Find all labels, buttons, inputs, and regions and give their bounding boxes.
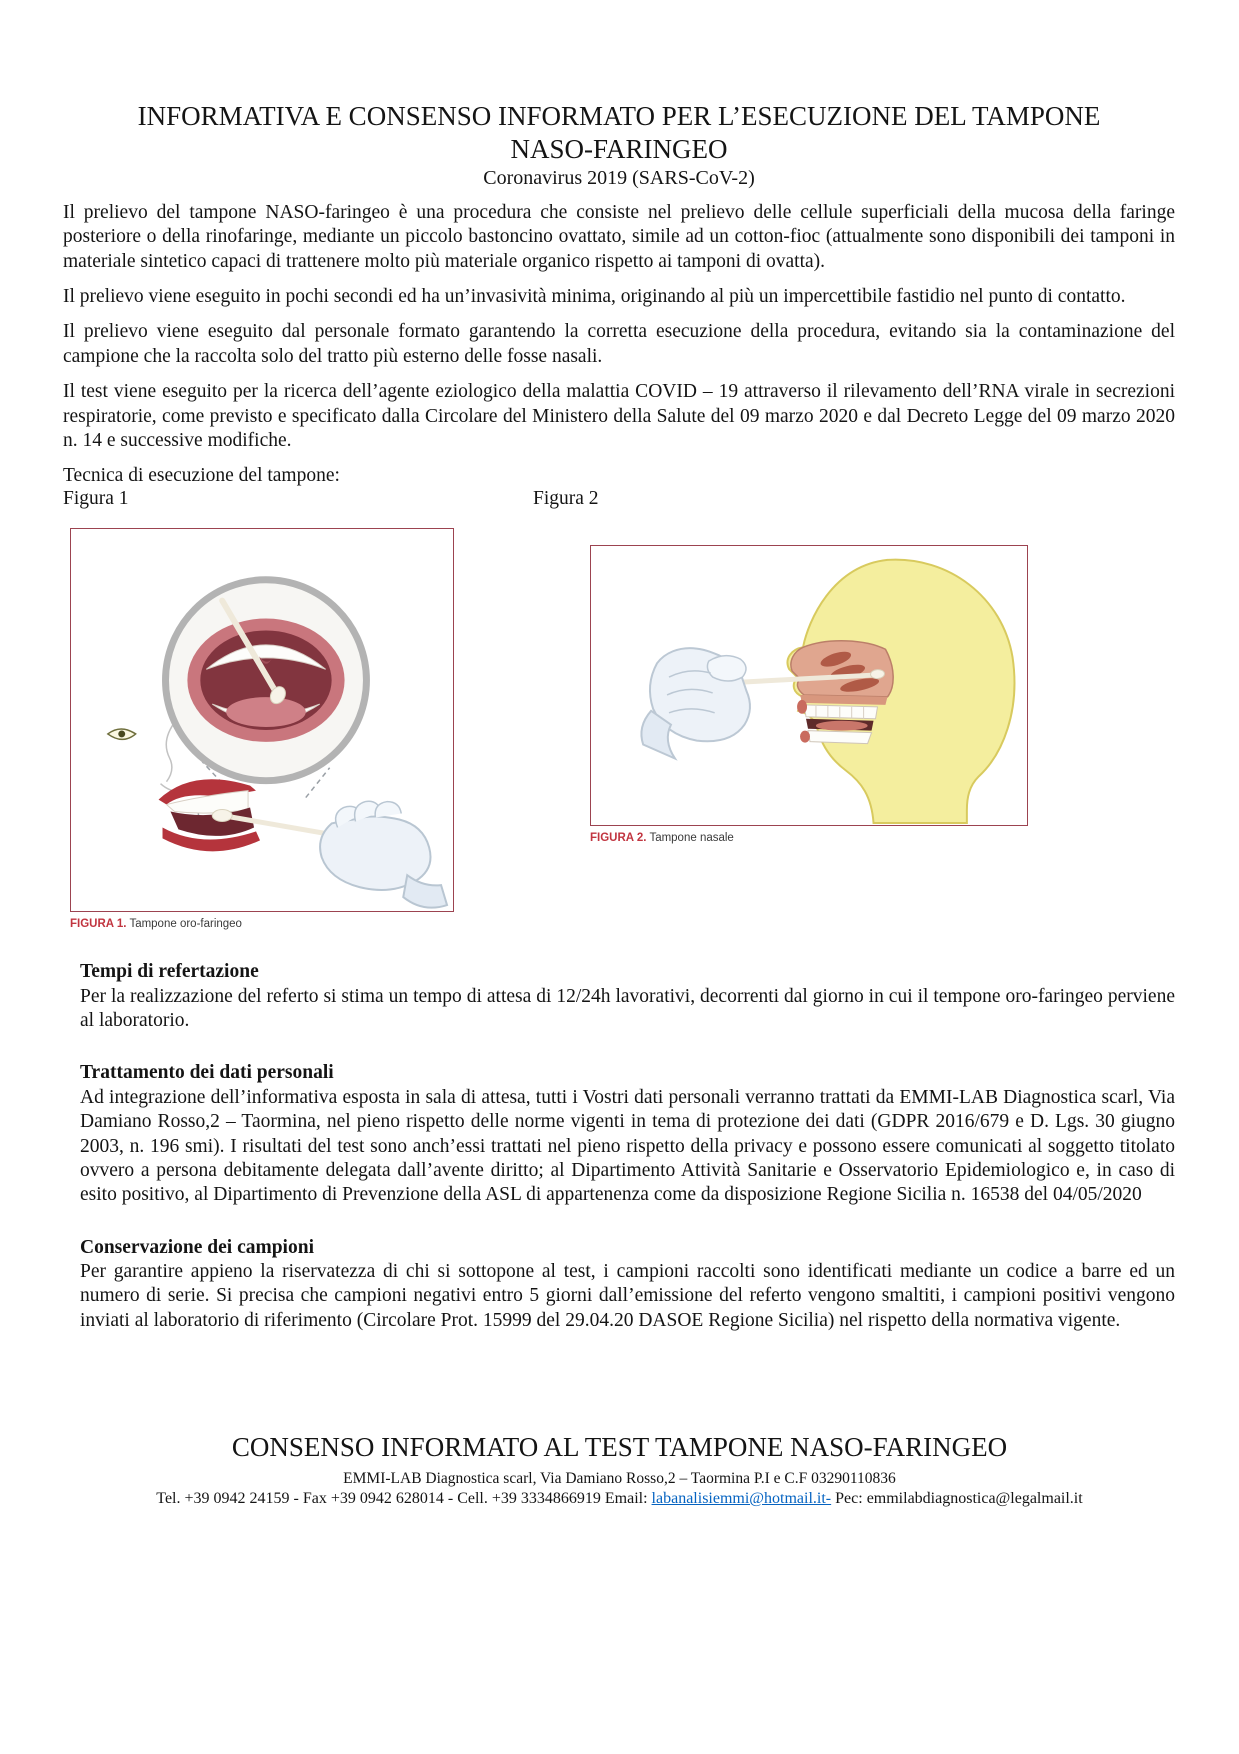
figure2-illustration xyxy=(591,546,1027,825)
info-sections xyxy=(63,960,1175,1333)
section-heading: Tempi di refertazione xyxy=(80,961,259,983)
page-title-line2: NASO-FARINGEO xyxy=(510,133,728,164)
section-trattamento-dati xyxy=(80,1061,1175,1207)
nasal-cross-section xyxy=(791,641,893,697)
intro-paragraph-4: Il test viene eseguito per la ricerca dell’agente eziologico della malattia COVID – 19 attraverso il rilevamento dell’RNA virale in secrezioni respiratorie, come previsto e specificato dalla Circolare del Ministero della Salute del 09 marzo 2020 e dal Decreto Legge del 09 marzo 2020 n. 14 e successive modifiche. xyxy=(63,381,1175,451)
page-title-line1: INFORMATIVA E CONSENSO INFORMATO PER L’ESECUZIONE DEL TAMPONE xyxy=(137,101,1101,131)
open-mouth-side xyxy=(159,779,260,851)
figure-labels-row xyxy=(63,488,1175,514)
footer-company-line: EMMI-LAB Diagnostica scarl, Via Damiano Rosso,2 – Taormina P.I e C.F 03290110836 xyxy=(343,1470,896,1487)
page-title xyxy=(63,100,1175,166)
figure2-box xyxy=(590,545,1028,826)
gloved-hand-icon xyxy=(320,802,447,908)
section-conservazione-campioni xyxy=(80,1236,1175,1334)
section-heading: Trattamento dei dati personali xyxy=(80,1062,334,1084)
eye-icon xyxy=(108,729,136,739)
section-body: Per la realizzazione del referto si stima un tempo di attesa di 12/24h lavorativi, decorrenti dal giorno in cui il tempone oro-faringeo perviene al laboratorio. xyxy=(80,985,1175,1031)
section-tempi-di-refertazione xyxy=(80,960,1175,1033)
page-subtitle: Coronavirus 2019 (SARS-CoV-2) xyxy=(483,166,755,189)
footer-pec-value: emmilabdiagnostica@legalmail.it xyxy=(866,1490,1083,1507)
figure2-label: Figura 2 xyxy=(533,488,599,510)
figure2-caption-tag: FIGURA 2. xyxy=(590,832,647,845)
section-body: Ad integrazione dell’informativa esposta in sala di attesa, tutti i Vostri dati personali verranno trattati da EMMI-LAB Diagnostica scarl, Via Damiano Rosso,2 – Taormina, nel pieno rispetto delle norme vigenti in tema di protezione dei dati (GDPR 2016/679 e D. Lgs. 30 giugno 2003, n. 196 smi). I risultati del test sono anch’essi trattati nel pieno rispetto della privacy e possono essere comunicati al soggetto titolato ovvero a persona debitamente delegata dall’avente diritto; al Dipartimento Attività Sanitarie e Osservatorio Epidemiologico e, in caso di esito positivo, al Dipartimento di Prevenzione della ASL di appartenenza come da disposizione Regione Sicilia n. 16538 del 04/05/2020 xyxy=(80,1086,1175,1206)
figure1-box xyxy=(70,528,454,912)
intro-paragraph-1: Il prelievo del tampone NASO-faringeo è una procedura che consiste nel prelievo delle cellule superficiali della mucosa della faringe posteriore o della rinofaringe, mediante un piccolo bastoncino ovattato, simile ad un cotton-fioc (attualmente sono disponibili dei tamponi in materiale sintetico capaci di trattenere molto più materiale organico rispetto ai tamponi di ovatta). xyxy=(63,201,1175,272)
figure2-caption xyxy=(590,832,734,844)
figure1-caption-text: Tampone oro-faringeo xyxy=(126,918,242,931)
figure1-caption-tag: FIGURA 1. xyxy=(70,918,127,931)
figures-area xyxy=(63,528,1175,940)
technique-label: Tecnica di esecuzione del tampone: xyxy=(63,465,340,487)
figure1-label: Figura 1 xyxy=(63,488,129,510)
email-link[interactable]: labanalisiemmi@hotmail.it- xyxy=(651,1490,832,1507)
page-footer xyxy=(0,1432,1239,1508)
figure1-illustration xyxy=(71,529,453,911)
intro-paragraphs xyxy=(63,201,1175,453)
intro-paragraph-3: Il prelievo viene eseguito dal personale formato garantendo la corretta esecuzione della procedura, evitando sia la contaminazione del campione che la raccolta solo del tratto più esterno delle fosse nasali. xyxy=(63,321,1175,367)
footer-contact-middle: Pec: xyxy=(831,1490,867,1507)
section-heading: Conservazione dei campioni xyxy=(80,1236,314,1258)
footer-title: CONSENSO INFORMATO AL TEST TAMPONE NASO-FARINGEO xyxy=(231,1432,1008,1462)
intro-paragraph-2: Il prelievo viene eseguito in pochi secondi ed ha un’invasività minima, originando al più un impercettibile fastidio nel punto di contatto. xyxy=(63,286,1126,307)
figure1-caption xyxy=(70,918,242,930)
figure2-caption-text: Tampone nasale xyxy=(646,832,734,845)
section-body: Per garantire appieno la riservatezza di chi si sottopone al test, i campioni raccolti sono identificati mediante un codice a barre ed un numero di serie. Si precisa che campioni negativi entro 5 giorni dall’emissione del referto vengono smaltiti, i campioni positivi vengono inviati al laboratorio di riferimento (Circolare Prot. 15999 del 29.04.20 DASOE Regione Sicilia) nel rispetto della normativa vigente. xyxy=(80,1261,1175,1331)
footer-contact-line xyxy=(0,1490,1239,1508)
gloved-hand-icon xyxy=(641,648,750,758)
footer-contact-prefix: Tel. +39 0942 24159 - Fax +39 0942 628014 - Cell. +39 3334866919 Email: xyxy=(156,1490,652,1507)
